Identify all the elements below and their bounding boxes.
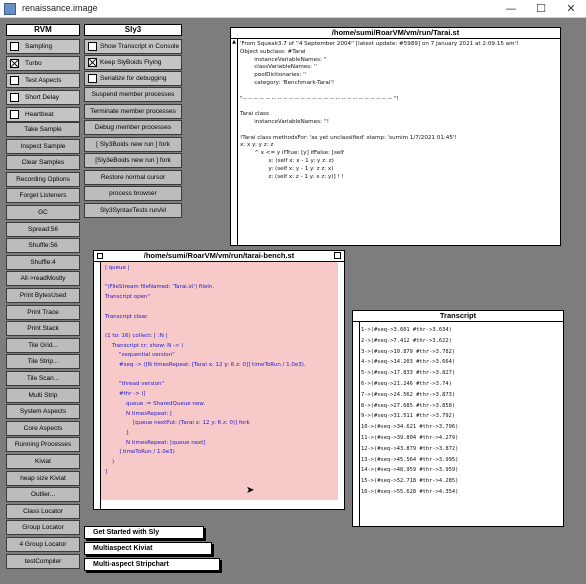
code-line: Object subclass: #Tarai <box>240 48 306 55</box>
transcript-scrollbar[interactable] <box>353 322 360 526</box>
code-line: ] timeToRun / 1.0e3) <box>105 449 175 456</box>
sly3-checkbox-label: Show Transcript in Console <box>100 43 180 50</box>
sly3-button-sly3eboids-new-run-fork[interactable]: [Sly3eBoids new run ] fork <box>84 153 182 168</box>
code-line: 14->(#seq->48.959 #thr->3.959) <box>361 467 459 474</box>
rvm-button-tile-strip[interactable]: Tile Strip... <box>6 354 80 369</box>
tarai-code-text[interactable] <box>240 41 556 181</box>
rvm-button-system-aspects[interactable]: System Aspects <box>6 404 80 419</box>
bench-window-title-text: /home/sumi/RoarVM/vm/run/tarai-bench.st <box>143 251 295 260</box>
checkbox-unchecked-icon[interactable] <box>88 74 97 83</box>
code-line: 12->(#seq->43.879 #thr->3.872) <box>361 445 459 452</box>
code-line: ) <box>105 459 115 466</box>
rvm-button-print-bytesused[interactable]: Print BytesUsed <box>6 288 80 303</box>
code-line: 15->(#seq->52.718 #thr->4.285) <box>361 478 459 485</box>
code-line: #thr -> ([ <box>105 391 146 398</box>
code-line: 6->(#seq->21.246 #thr->3.74) <box>361 380 452 387</box>
code-line: z: (self x: z - 1 y: x z: y)] ! ! <box>240 173 344 180</box>
rvm-panel-title: RVM <box>6 24 80 36</box>
code-line: "(FileStream fileNamed: 'Tarai.st') fileIn. <box>105 284 215 291</box>
window-title: renaissance.image <box>22 3 98 13</box>
transcript-title-text: Transcript <box>439 311 477 320</box>
close-button[interactable]: ✕ <box>566 2 576 15</box>
bench-scrollbar[interactable] <box>94 262 101 509</box>
rvm-button-gc[interactable]: GC <box>6 205 80 220</box>
code-line: category: 'Benchmark-Tarai'! <box>240 79 335 86</box>
code-line: !Tarai class methodsFor: 'as yet unclassified' stamp: 'sumim 1/7/2021 01:45'! <box>240 134 457 141</box>
rvm-checkbox-label: Short Delay <box>25 94 59 101</box>
sly3-button-sly3syntaxtests-runall[interactable]: Sly3SyntaxTests runAll <box>84 203 182 218</box>
checkbox-unchecked-icon[interactable] <box>10 42 19 51</box>
code-line: 5->(#seq->17.833 #thr->3.827) <box>361 370 456 377</box>
rvm-button-print-stack[interactable]: Print Stack <box>6 321 80 336</box>
rvm-checkbox-sampling[interactable] <box>6 39 80 54</box>
sly3-button-debug-member-processes[interactable]: Debug member processes <box>84 120 182 135</box>
sly3-button-terminate-member-processes[interactable]: Terminate member processes <box>84 104 182 119</box>
rvm-button-heap-size-kiviat[interactable]: heap size Kiviat <box>6 471 80 486</box>
sly3-checkbox-keep-slyboids-flying[interactable] <box>84 55 182 70</box>
rvm-button-recording-options[interactable]: Recording Options <box>6 172 80 187</box>
code-line: Transcript open" <box>105 294 150 301</box>
code-line: 16->(#seq->55.628 #thr->4.354) <box>361 488 459 495</box>
code-line: 10->(#seq->34.621 #thr->3.796) <box>361 424 459 431</box>
rvm-button-group-locator[interactable]: Group Locator <box>6 520 80 535</box>
rvm-button-clear-samples[interactable]: Clear Samples <box>6 155 80 170</box>
checkbox-checked-icon[interactable] <box>88 58 97 67</box>
rvm-checkbox-label: Sampling <box>25 43 53 50</box>
code-line: 7->(#seq->24.562 #thr->3.873) <box>361 391 456 398</box>
rvm-button-kiviat[interactable]: Kiviat <box>6 454 80 469</box>
code-line <box>240 88 556 96</box>
close-box-icon[interactable] <box>97 253 103 259</box>
rvm-checkbox-short-delay[interactable] <box>6 90 80 105</box>
code-line <box>240 103 556 111</box>
tarai-bench-window[interactable] <box>93 250 345 510</box>
rvm-button-shuffle-56[interactable]: Shuffle:56 <box>6 238 80 253</box>
rvm-checkbox-turbo[interactable] <box>6 56 80 71</box>
code-line: poolDictionaries: '' <box>240 72 307 79</box>
sly3-checkbox-show-transcript-in-console[interactable] <box>84 39 182 54</box>
code-line: 4->(#seq->14.203 #thr->3.664) <box>361 359 456 366</box>
rvm-button-inspect-sample[interactable]: Inspect Sample <box>6 139 80 154</box>
rvm-button-tile-scan[interactable]: Tile Scan... <box>6 371 80 386</box>
maximize-button[interactable]: ☐ <box>536 2 546 15</box>
code-line: x: x y: y z: z <box>240 142 274 149</box>
code-line: x: (self x: x - 1 y: y z: z) <box>240 157 334 164</box>
code-line: (1 to: 16) collect: [ :N | <box>105 332 168 339</box>
code-line: Transcript cr; show: N -> ( <box>105 342 184 349</box>
rvm-button-shuffle-4[interactable]: Shuffle:4 <box>6 255 80 270</box>
code-line: ] <box>105 468 108 475</box>
code-line: "thread version" <box>105 381 164 388</box>
code-line: y: (self x: y - 1 y: z z: x) <box>240 165 334 172</box>
code-line: N timesRepeat: [ <box>105 410 173 417</box>
rvm-button-running-processes[interactable]: Running Processes <box>6 437 80 452</box>
code-line: instanceVariableNames: ''! <box>240 118 329 125</box>
rvm-checkbox-test-aspects[interactable] <box>6 73 80 88</box>
multiaspect-stripchart-button[interactable]: Multi-aspect Stripchart <box>84 558 220 571</box>
sly3-button-suspend-member-processes[interactable]: Suspend member processes <box>84 87 182 102</box>
sly3-panel-title: Sly3 <box>84 24 182 36</box>
rvm-button-forget-listeners[interactable]: Forget Listeners <box>6 188 80 203</box>
code-line: instanceVariableNames: '' <box>240 56 327 63</box>
rvm-button-multi-strip[interactable]: Multi Strip <box>6 388 80 403</box>
get-started-button[interactable]: Get Started with Sly <box>84 526 204 539</box>
desktop <box>0 18 586 584</box>
checkbox-unchecked-icon[interactable] <box>10 93 19 102</box>
checkbox-unchecked-icon[interactable] <box>88 42 97 51</box>
checkbox-unchecked-icon[interactable] <box>10 110 19 119</box>
rvm-button-print-trace[interactable]: Print Trace <box>6 305 80 320</box>
code-line: Transcript clear. <box>105 313 149 320</box>
code-line: | queue | <box>105 265 130 271</box>
window-titlebar <box>0 0 586 18</box>
rvm-button-class-locator[interactable]: Class Locator <box>6 504 80 519</box>
checkbox-checked-icon[interactable] <box>10 59 19 68</box>
code-line: 9->(#seq->31.511 #thr->3.792) <box>361 413 456 420</box>
sly3-button-sly3boids-new-run-fork[interactable]: [ Sly3Boids new run ] fork <box>84 137 182 152</box>
code-line: 8->(#seq->27.685 #thr->3.858) <box>361 402 456 409</box>
sly3-button-restore-normal-cursor[interactable]: Restore normal cursor <box>84 170 182 185</box>
code-line: 2->(#seq->7.412 #thr->3.622) <box>361 337 452 344</box>
code-line <box>105 322 306 332</box>
code-line: classVariableNames: '' <box>240 64 317 71</box>
code-line: 'From Squeak3.7 of ''4 September 2004'' [latest update: #5989] on 7 January 2021 at 2:09:15 am'! <box>240 41 519 47</box>
bench-window-title[interactable] <box>94 251 344 262</box>
code-line: [queue nextPut: (Tarai x: 12 y: 6 z: 0)] fork <box>105 420 250 427</box>
code-line: 13->(#seq->45.564 #thr->3.995) <box>361 456 459 463</box>
rvm-button-core-aspects[interactable]: Core Aspects <box>6 421 80 436</box>
sly3-checkbox-label: Serialize for debugging <box>100 75 167 82</box>
code-line: Tarai class <box>240 111 269 118</box>
mouse-cursor-icon: ➤ <box>246 485 255 496</box>
code-line: ^ x <= y ifTrue: [y] ifFalse: [self <box>240 150 344 157</box>
tarai-window-title-text: /home/sumi/RoarVM/vm/run/Tarai.st <box>331 28 460 37</box>
rvm-checkbox-label: Turbo <box>25 60 42 67</box>
code-line: 3->(#seq->10.879 #thr->3.782) <box>361 348 456 355</box>
transcript-window[interactable] <box>352 310 564 527</box>
rvm-button-outlier[interactable]: Outlier... <box>6 487 80 502</box>
code-line: queue := SharedQueue new. <box>105 400 205 407</box>
transcript-window-title[interactable] <box>353 311 563 322</box>
rvm-checkbox-label: Test Aspects <box>25 77 62 84</box>
rvm-button-testcompiler[interactable]: testCompiler <box>6 554 80 569</box>
scroll-up-arrow-icon[interactable]: ▲ <box>232 39 236 45</box>
sly3-checkbox-serialize-for-debugging[interactable] <box>84 71 182 86</box>
transcript-output <box>361 325 458 498</box>
code-line: ]. <box>105 429 130 436</box>
multiaspect-kiviat-button[interactable]: Multiaspect Kiviat <box>84 542 212 555</box>
rvm-button-all-readmostly[interactable]: All->readMostly <box>6 271 80 286</box>
bench-editor[interactable] <box>101 262 344 509</box>
rvm-button-4-group-locator[interactable]: 4 Group Locator <box>6 537 80 552</box>
code-line: "-- -- -- -- -- -- -- -- -- -- -- -- -- -- -- -- -- -- -- -- -- -- -- -- -- -- "! <box>240 95 399 102</box>
code-line <box>240 127 556 135</box>
rvm-button-spread-56[interactable]: Spread:56 <box>6 222 80 237</box>
tarai-scrollbar[interactable] <box>231 39 238 245</box>
code-line <box>105 303 306 313</box>
tarai-st-window[interactable] <box>230 27 561 246</box>
code-line: #seq -> ([N timesRepeat: [Tarai x: 12 y: 6 z: 0]] timeToRun / 1.0e3). <box>105 362 306 369</box>
code-line: 1->(#seq->3.601 #thr->3.634) <box>361 327 452 333</box>
rvm-checkbox-heartbeat[interactable] <box>6 107 80 122</box>
collapse-box-icon[interactable] <box>334 252 341 259</box>
code-line <box>105 371 306 381</box>
checkbox-unchecked-icon[interactable] <box>10 76 19 85</box>
code-line: N timesRepeat: [queue next] <box>105 439 206 446</box>
bench-code-text[interactable] <box>105 264 306 477</box>
rvm-button-take-sample[interactable]: Take Sample <box>6 122 80 137</box>
app-icon <box>4 3 16 15</box>
sly3-button-process-browser[interactable]: process browser <box>84 186 182 201</box>
code-line: 11->(#seq->39.804 #thr->4.279) <box>361 434 459 441</box>
code-line: "sequential version" <box>105 352 175 359</box>
sly3-checkbox-label: Keep SlyBoids Flying <box>100 59 162 66</box>
rvm-checkbox-label: Heartbeat <box>25 111 54 118</box>
tarai-window-title[interactable] <box>231 28 560 39</box>
code-line <box>105 274 306 284</box>
rvm-button-tile-grid[interactable]: Tile Grid... <box>6 338 80 353</box>
minimize-button[interactable]: — <box>505 2 517 15</box>
